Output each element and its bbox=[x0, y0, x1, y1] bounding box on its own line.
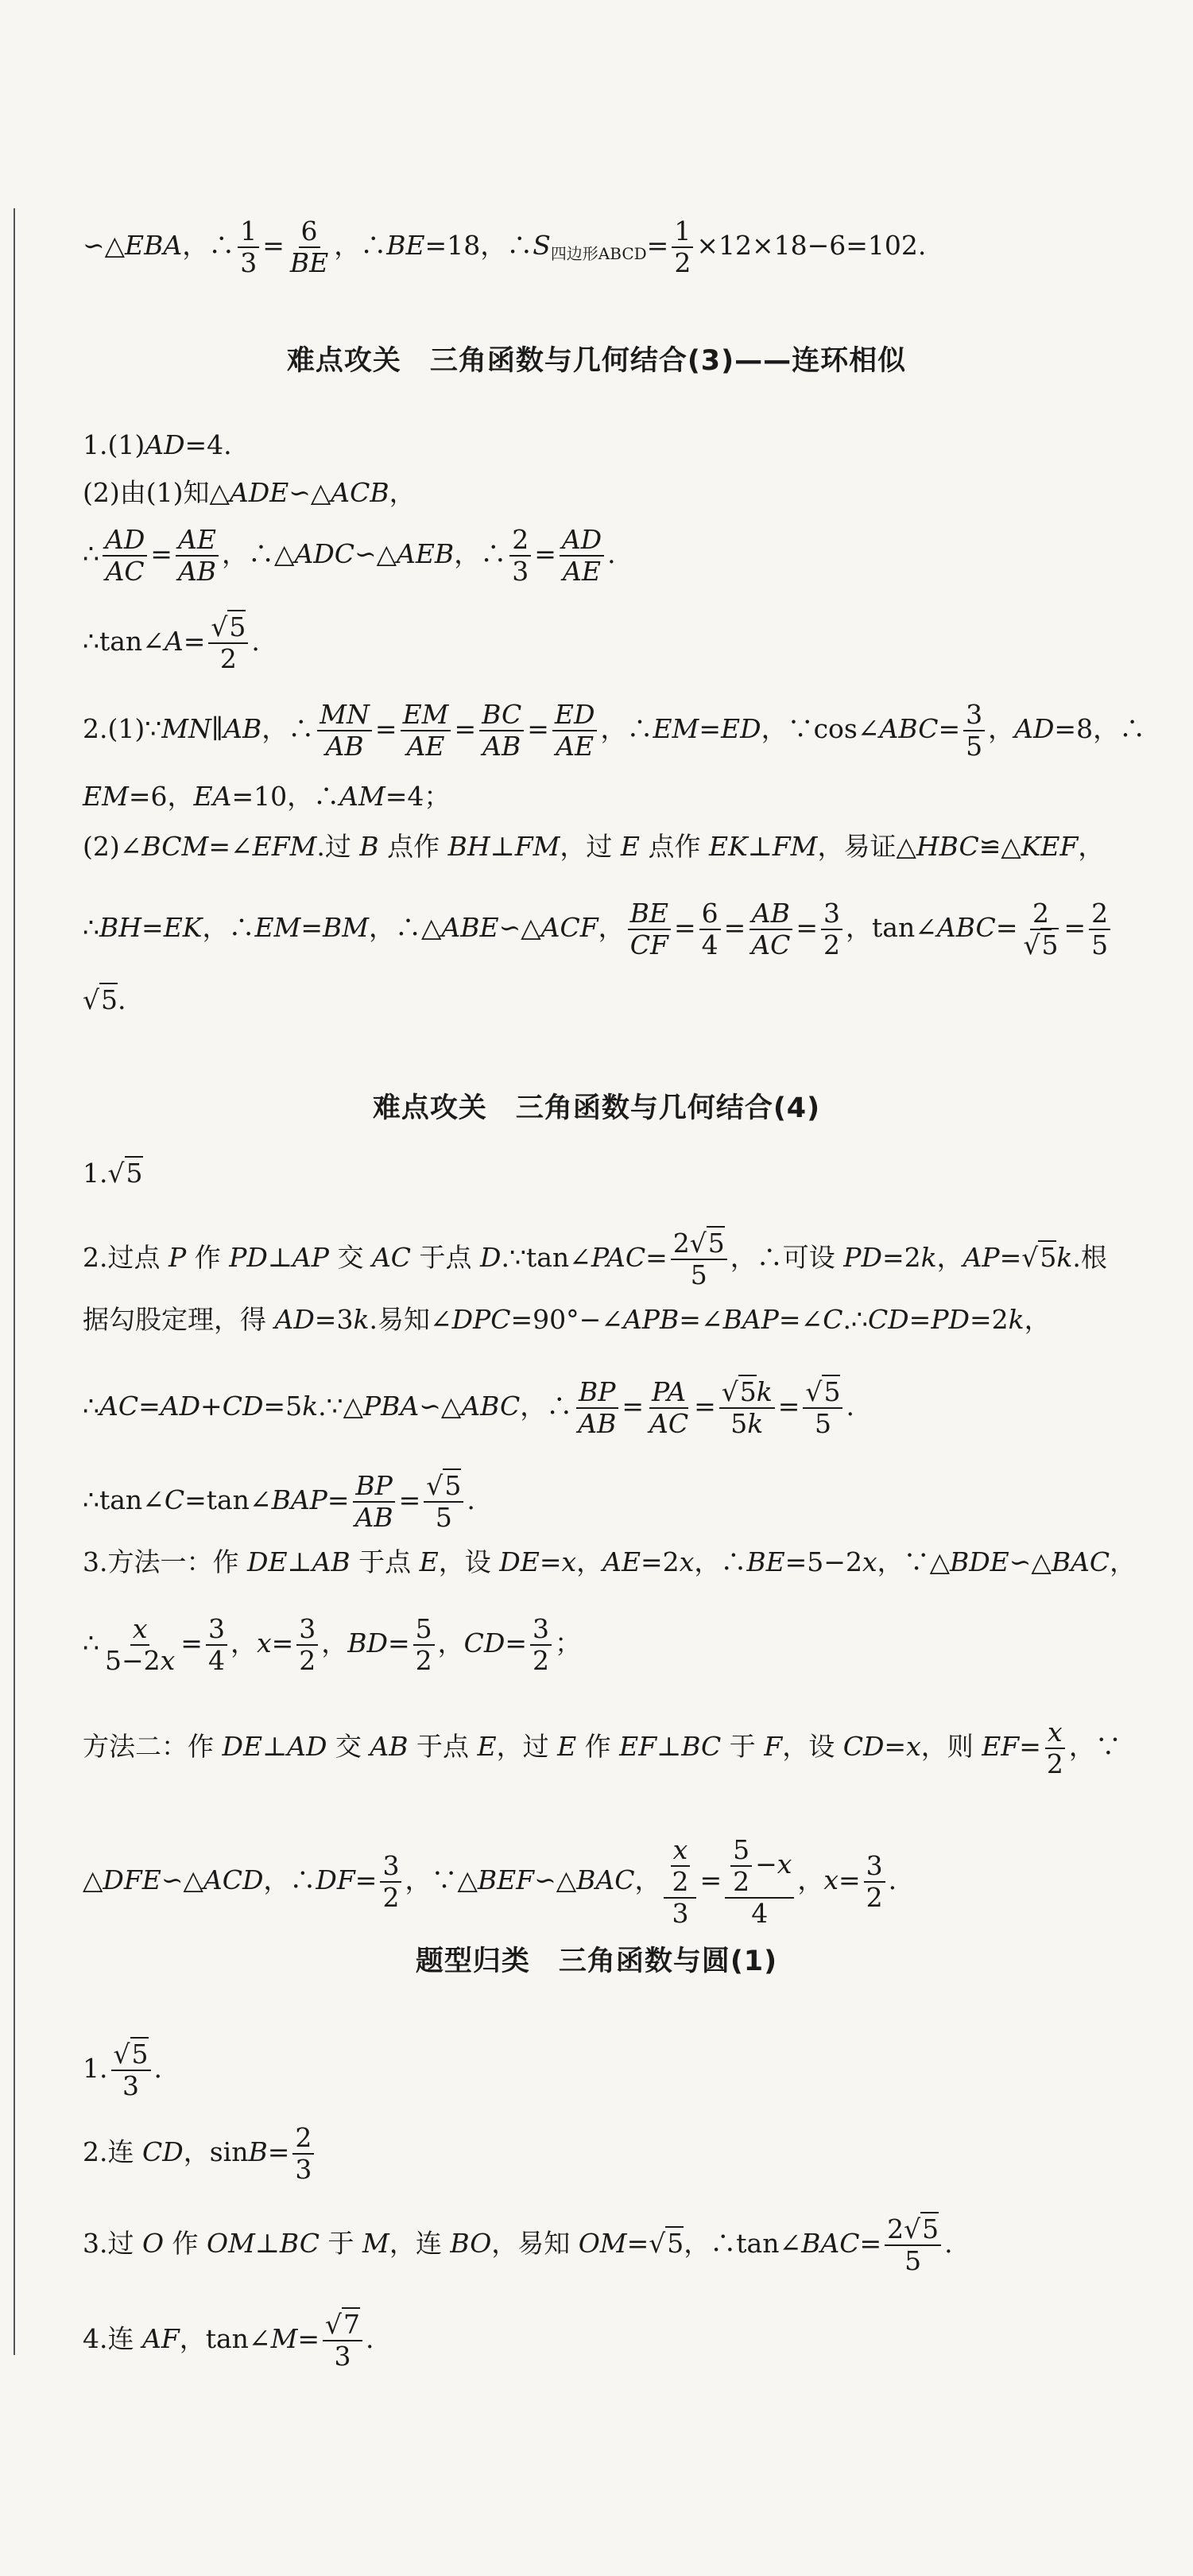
answer-line: ∴tan∠C=tan∠BAP= $\frac{BP}{AB}$ = $\frac{√5}{5}$ . bbox=[83, 1470, 475, 1533]
answer-line: 2.连 CD，sinB= $\frac{2}{3}$ bbox=[83, 2123, 1161, 2185]
answer-line: ∴ $\frac{x}{5-2x}$ = $\frac{3}{4}$ ，x= $\frac{3}{2}$ ，BD= $\frac{5}{2}$ ，CD= $\frac{3}{2}$ ； bbox=[83, 1613, 581, 1676]
answer-line: ∴BH=EK，∴EM=BM，∴△ABE∽△ACF， $\frac{BE}{CF}$ = $\frac{6}{4}$ = $\frac{AB}{AC}$ = $\frac{3}{2}$ ，tan∠ABC= $\frac{2}{√5}$ = $\frac{2}{5}$ bbox=[83, 898, 1161, 960]
section-title: 题型归类 三角函数与圆(1) bbox=[415, 1946, 778, 1977]
answer-line: ∽△EBA，∴ $\frac{1}{3}$ = $\frac{6}{BE}$ ，∴BE=18，$\therefore S_{四边形ABCD}=$ $\frac{1}{2}$ ×12×18−6=102. bbox=[83, 215, 927, 278]
answer-line: 1. $\frac{√5}{3}$ . bbox=[83, 2039, 163, 2101]
left-margin-rule bbox=[14, 208, 15, 2355]
answer-line: 4.连 AF，tan∠M= $\frac{√7}{3}$ . bbox=[83, 2309, 374, 2372]
answer-line: 方法二：作 DE⊥AD 交 AB 于点 E，过 E 作 EF⊥BC 于 F，设 CD=x，则 EF= $\frac{x}{2}$ ，∵ bbox=[83, 1717, 1121, 1779]
answer-line: 据勾股定理，得 AD=3k.易知∠DPC=90°−∠APB=∠BAP=∠C.∴CD=PD=2k， bbox=[83, 1304, 1051, 1335]
answer-line: ∴ $\frac{AD}{AC}$ = $\frac{AE}{AB}$ ，∴△ADC∽△AEB，∴ $\frac{2}{3}$ = $\frac{AD}{AE}$ . bbox=[83, 524, 616, 587]
answer-line: (2)由(1)知△ADE∽△ACB， bbox=[83, 477, 416, 508]
section-title: 难点攻关 三角函数与几何结合(3)——连环相似 bbox=[286, 345, 907, 377]
answer-line: (2)∠BCM=∠EFM.过 B 点作 BH⊥FM，过 E 点作 EK⊥FM，易证△HBC≌△KEF， bbox=[83, 831, 1105, 862]
answer-line: 1.√5 bbox=[83, 1158, 143, 1189]
answer-line: 3.方法一：作 DE⊥AB 于点 E，设 DE=x，AE=2x，∴BE=5−2x，∵△BDE∽△BAC， bbox=[83, 1546, 1137, 1577]
answer-line: △DFE∽△ACD，∴DF= $\frac{3}{2}$ ，∵△BEF∽△BAC， $\frac{\frac{x}{2}}{3}$ = $\frac{5}{2}$ −x 4 ，x= $\frac{3}{2}$ . bbox=[83, 1834, 897, 1929]
section-title: 难点攻关 三角函数与几何结合(4) bbox=[372, 1092, 821, 1124]
answer-line: 2.(1)∵MN∥AB，∴ $\frac{MN}{AB}$ = $\frac{EM}{AE}$ = $\frac{BC}{AB}$ = $\frac{ED}{AE}$ ，∴EM=ED，∵cos∠ABC= $\frac{3}{5}$ ，AD=8，∴ bbox=[83, 699, 1146, 762]
answer-line: √5. bbox=[83, 984, 126, 1015]
answer-line: 1.(1)AD=4. bbox=[83, 429, 232, 460]
answer-line: 3.过 O 作 OM⊥BC 于 M，连 BO，易知 OM=√5，∴tan∠BAC= $\frac{2√5}{5}$ . bbox=[83, 2213, 953, 2276]
answer-line: 2.过点 P 作 PD⊥AP 交 AC 于点 D.∵tan∠PAC= $\frac{2√5}{5}$ ，∴可设 PD=2k，AP=√5k.根 bbox=[83, 1228, 1107, 1290]
quad-subscript: 四边形ABCD bbox=[550, 243, 647, 263]
answer-line: EM=6，EA=10，∴AM=4； bbox=[83, 781, 451, 812]
answer-line: ∴tan∠A= $\frac{√5}{2}$ . bbox=[83, 611, 260, 674]
answer-line: ∴AC=AD+CD=5k.∵△PBA∽△ABC，∴ $\frac{BP}{AB}$ = $\frac{PA}{AC}$ = $\frac{√5k}{5k}$ = $\frac{√5}{5}$ . bbox=[83, 1376, 854, 1439]
